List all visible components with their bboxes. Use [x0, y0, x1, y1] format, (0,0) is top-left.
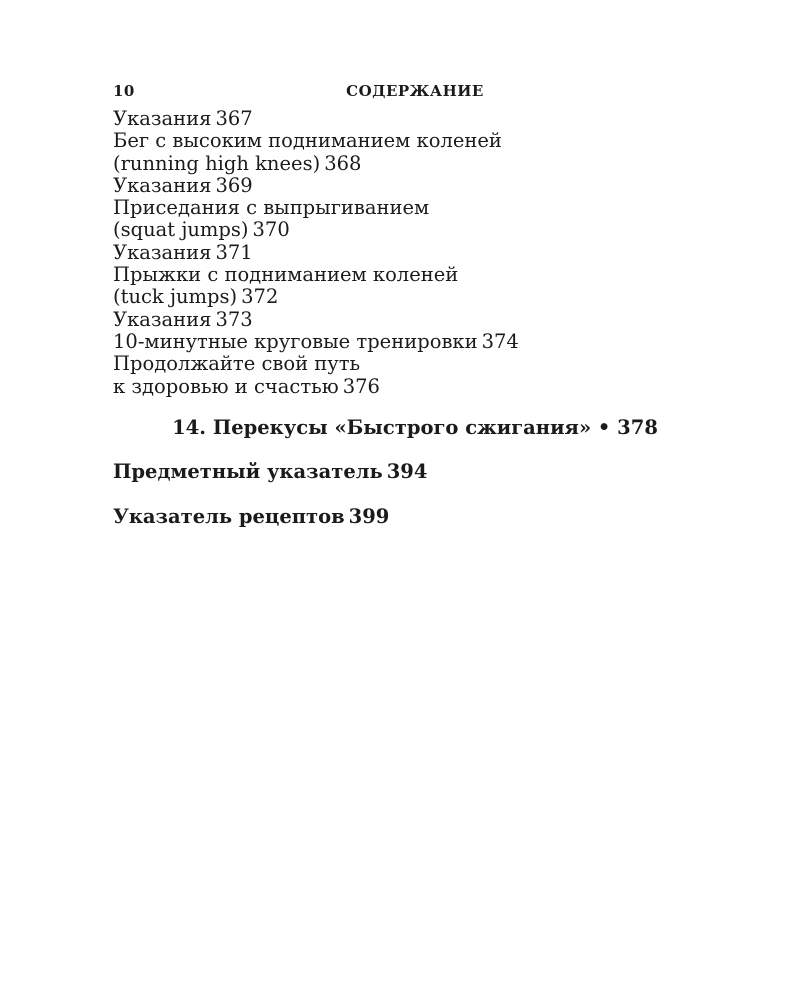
toc-line	[113, 197, 717, 219]
toc-entry-text: Продолжайте свой путь	[113, 352, 361, 376]
toc-line	[113, 353, 717, 375]
document-page	[113, 80, 717, 529]
toc-line	[113, 331, 717, 353]
toc-entry-text: Прыжки с подниманием коленей	[113, 263, 459, 287]
running-head	[113, 80, 717, 102]
toc-entry-text: Указания	[113, 240, 212, 264]
index-entry	[113, 460, 717, 484]
toc-page-number: 376	[342, 374, 380, 398]
toc-line	[113, 242, 717, 264]
toc-page-number: 373	[215, 307, 253, 331]
running-head-title: СОДЕРЖАНИЕ	[346, 82, 484, 100]
toc-entry-text: (tuck jumps)	[113, 285, 238, 309]
toc-page-number: 368	[324, 151, 362, 175]
toc-entry-text: Указания	[113, 173, 212, 197]
toc-page-number: 372	[241, 285, 279, 309]
toc-page-number: 369	[215, 173, 253, 197]
toc-entry-text: (running high knees)	[113, 151, 321, 175]
toc-entry-text: Бег с высоким подниманием коленей	[113, 129, 502, 153]
index-entry-text: Предметный указатель	[113, 459, 383, 483]
toc-line	[113, 309, 717, 331]
toc-page-number: 374	[481, 329, 519, 353]
toc-entry-text: Указания	[113, 107, 212, 130]
chapter-heading: 14. Перекусы «Быстрого сжигания» • 378	[172, 415, 658, 439]
toc-entry-text: 10-минутные круговые тренировки	[113, 329, 478, 353]
toc-line	[113, 153, 717, 175]
toc-line	[113, 376, 717, 398]
toc-line	[113, 130, 717, 152]
index-entry	[113, 505, 717, 529]
toc-line	[113, 264, 717, 286]
index-page-number: 394	[386, 459, 428, 483]
page-number: 10	[113, 82, 135, 100]
table-of-contents	[113, 108, 717, 398]
toc-line	[113, 286, 717, 308]
toc-line	[113, 219, 717, 241]
toc-entry-text: Приседания с выпрыгиванием	[113, 196, 430, 220]
toc-line	[113, 175, 717, 197]
toc-page-number: 370	[252, 218, 290, 242]
toc-page-number: 367	[215, 107, 253, 130]
toc-entry-text: к здоровью и счастью	[113, 374, 339, 398]
index-page-number: 399	[348, 504, 390, 528]
toc-line	[113, 108, 717, 130]
toc-entry-text: Указания	[113, 307, 212, 331]
toc-entry-text: (squat jumps)	[113, 218, 249, 242]
toc-page-number: 371	[215, 240, 253, 264]
index-entry-text: Указатель рецептов	[113, 504, 345, 528]
